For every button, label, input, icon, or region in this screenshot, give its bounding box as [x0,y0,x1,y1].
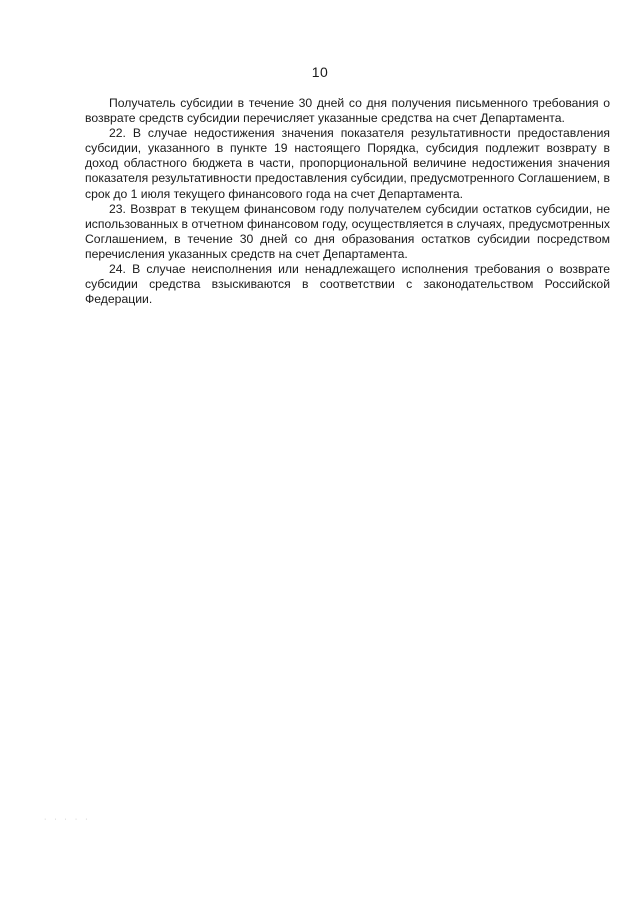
page-number: 10 [311,64,329,80]
document-body [85,96,610,307]
paragraph-23: 23. Возврат в текущем финансовом году получателем субсидии остатков субсидии, не использованных в отчетном финансовом году, осуществляется в случаях, предусмотренных Соглашением, в течение 30 дней со дня образования остатков субсидии посредством перечисления указанных средств на счет Департамента. [85,201,610,261]
paragraph-22: 22. В случае недостижения значения показателя результативности предоставления субсидии, указанного в пункте 19 настоящего Порядка, субсидия подлежит возврату в доход областного бюджета в части, пропорциональной величине недостижения значения показателя результативности предоставления субсидии, предусмотренного Соглашением, в срок до 1 июля текущего финансового года на счет Департамента. [85,126,610,201]
paragraph-24: 24. В случае неисполнения или ненадлежащего исполнения требования о возврате субсидии средства взыскиваются в соответствии с законодательством Российской Федерации. [85,262,610,307]
paragraph-refund-term: Получатель субсидии в течение 30 дней со дня получения письменного требования о возврате средств субсидии перечисляет указанные средства на счет Департамента. [85,96,610,126]
scan-artifact: · · · · · [44,816,91,823]
